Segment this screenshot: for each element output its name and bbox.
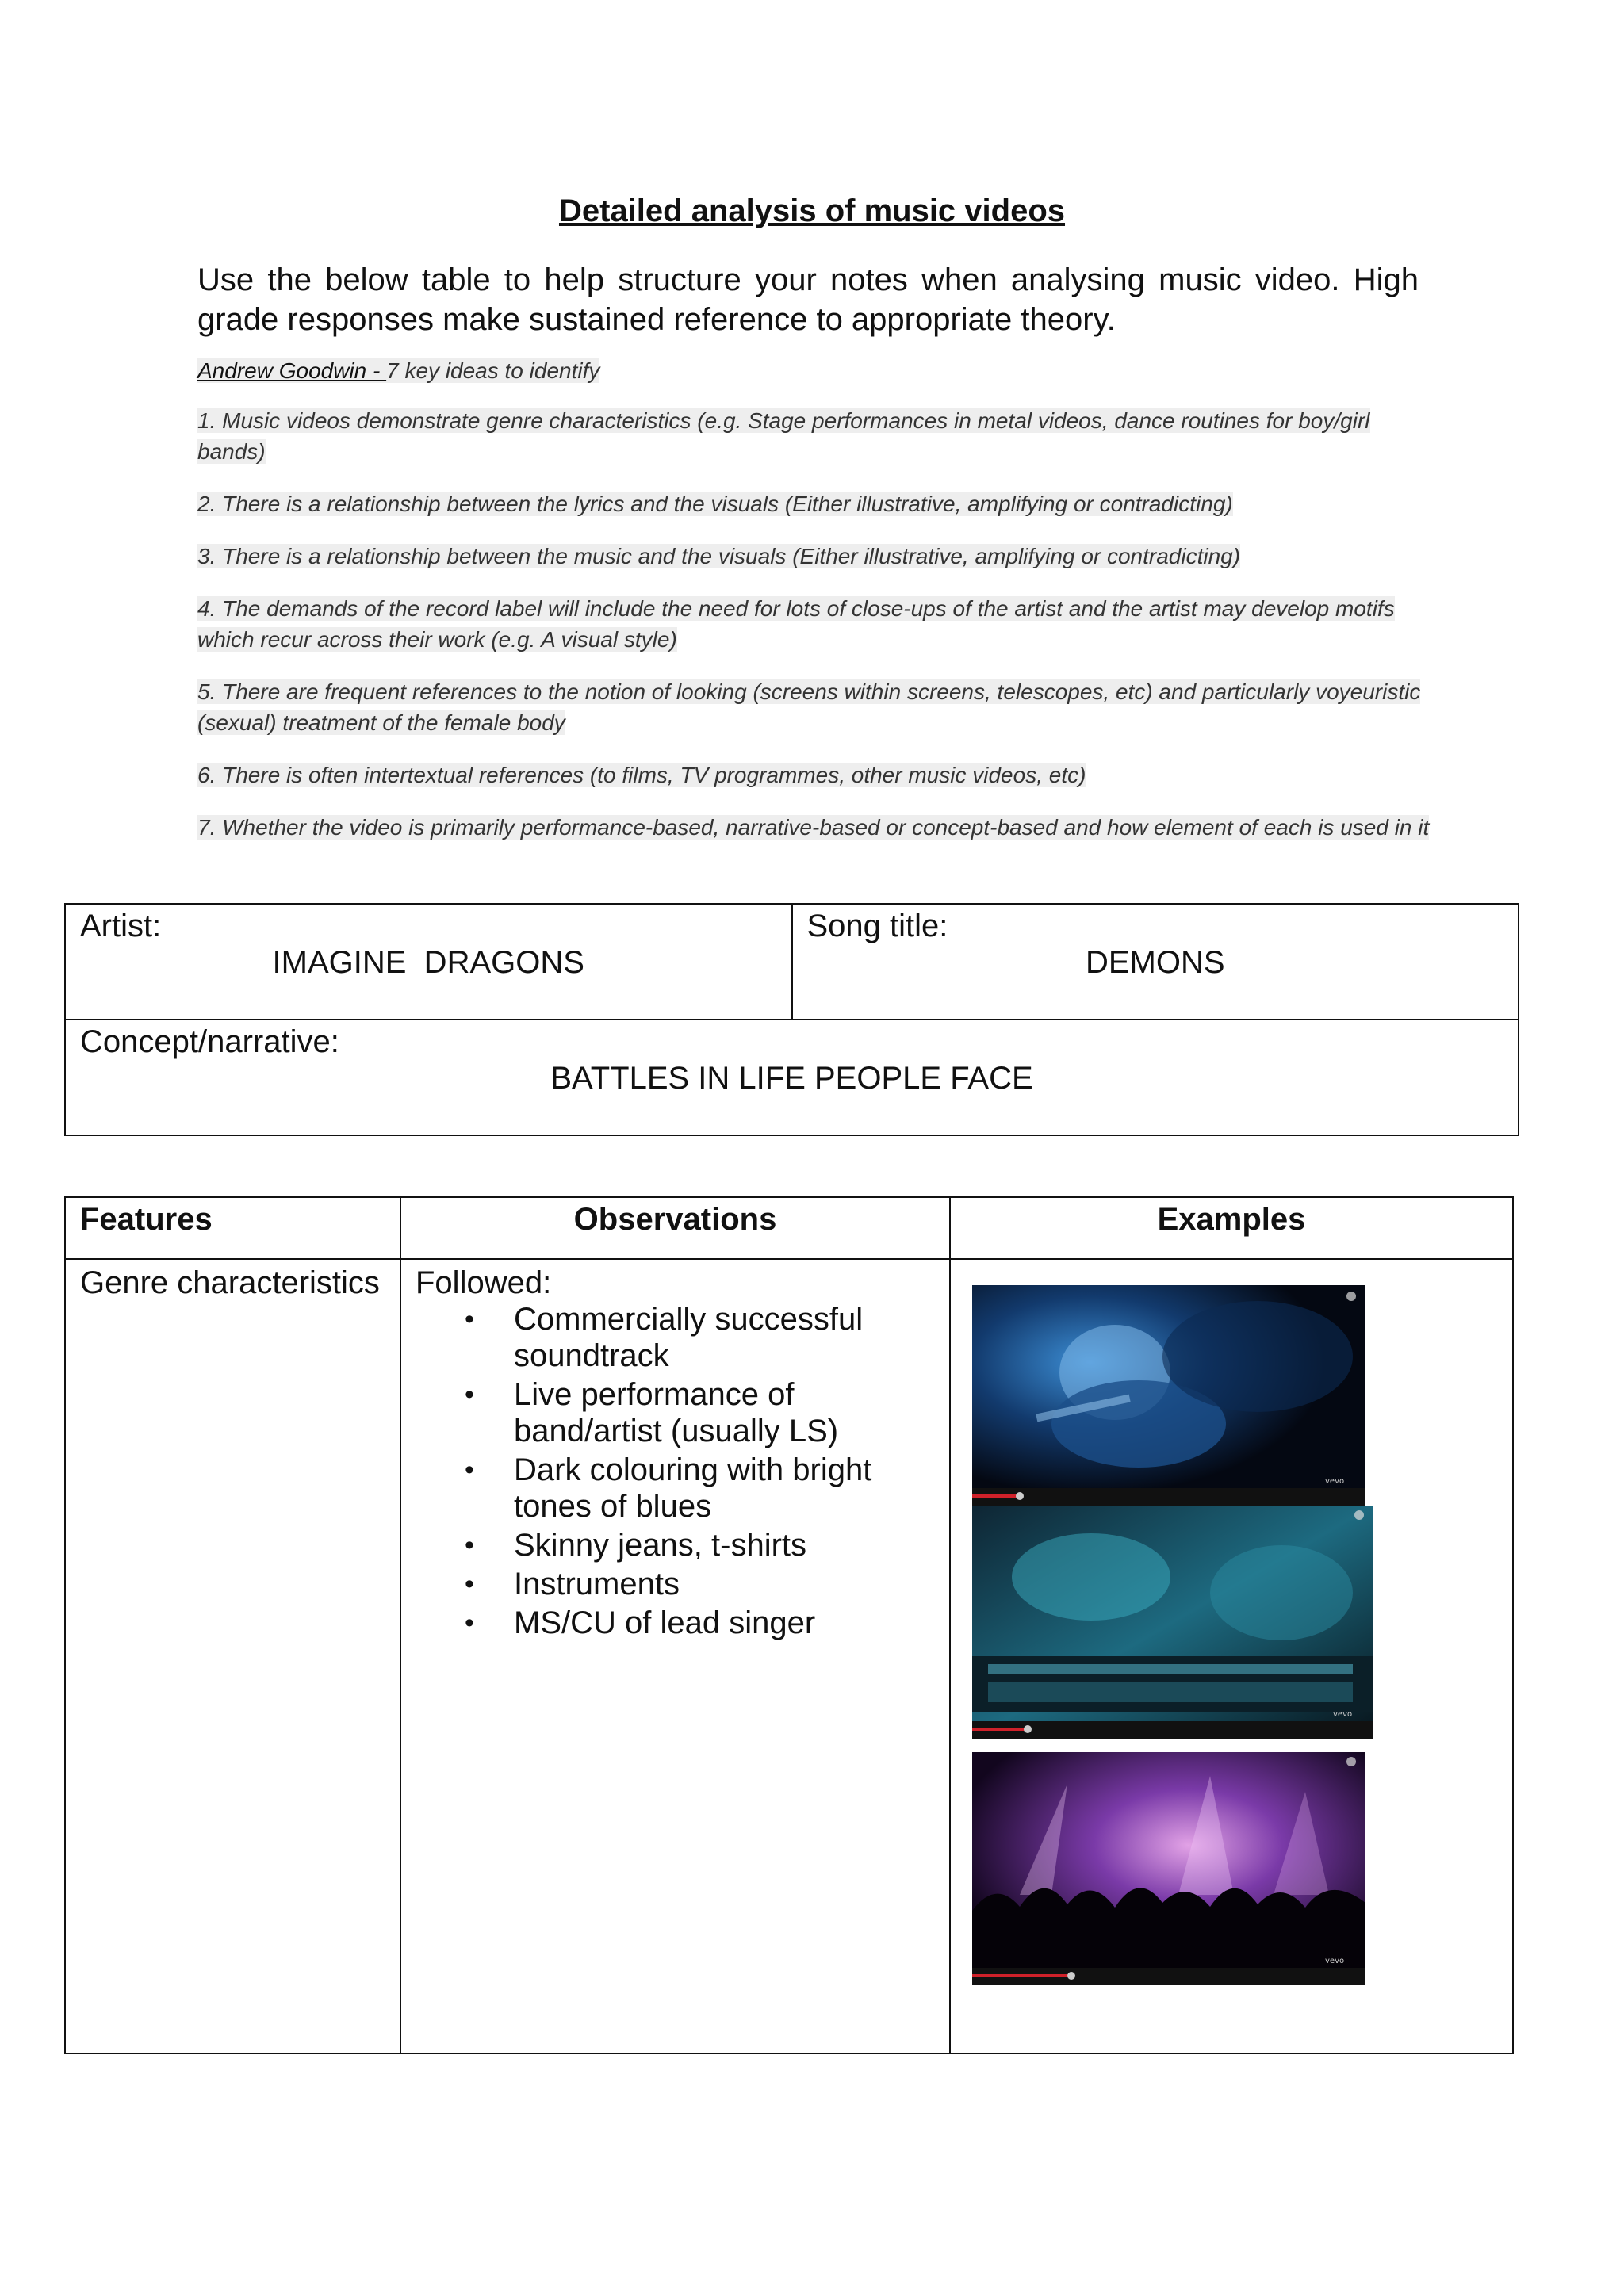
list-item: • Live performance of band/artist (usually LS)	[465, 1377, 839, 1448]
svg-text:vevo: vevo	[1333, 1710, 1353, 1719]
video-still-concert	[972, 1752, 1365, 1985]
theory-heading	[197, 355, 1434, 386]
header-examples: Examples	[950, 1197, 1513, 1259]
list-item: • Instruments	[465, 1567, 680, 1601]
song-title-cell	[792, 904, 1519, 1020]
artist-cell	[65, 904, 792, 1020]
list-item: • Skinny jeans, t-shirts	[465, 1528, 807, 1563]
features-table	[64, 1196, 1514, 2054]
theory-author: Andrew Goodwin -	[197, 358, 387, 383]
theory-idea: 1. Music videos demonstrate genre characteristics (e.g. Stage performances in metal videos, dance routines for boy/girl bands)	[197, 408, 1370, 464]
theory-idea: 6. There is often intertextual references (to films, TV programmes, other music videos, etc)	[197, 763, 1086, 787]
theory-section	[197, 355, 1434, 864]
observations-list	[416, 1301, 935, 1641]
theory-idea: 3. There is a relationship between the music and the visuals (Either illustrative, amplifying or contradicting)	[197, 544, 1241, 568]
song-title-value: DEMONS	[1085, 945, 1225, 980]
list-item: • MS/CU of lead singer	[465, 1605, 816, 1640]
header-observations: Observations	[400, 1197, 950, 1259]
svg-text:vevo: vevo	[1325, 1477, 1345, 1486]
concept-cell	[65, 1020, 1519, 1135]
video-still-singer	[972, 1285, 1365, 1506]
feature-name: Genre characteristics	[65, 1259, 400, 2053]
svg-text:vevo: vevo	[1325, 1957, 1345, 1965]
song-title-label: Song title:	[806, 909, 948, 943]
list-item: • Commercially successful soundtrack	[465, 1302, 864, 1373]
theory-idea: 2. There is a relationship between the lyrics and the visuals (Either illustrative, amplifying or contradicting)	[197, 492, 1233, 516]
intro-paragraph: Use the below table to help structure your notes when analysing music video. High grade responses make sustained reference to appropriate theory.	[197, 262, 1419, 337]
theory-idea: 5. There are frequent references to the notion of looking (screens within screens, telescopes, etc) and particularly voyeuristic (sexual) treatment of the female body	[197, 679, 1421, 735]
table-row	[65, 1259, 1513, 2053]
theory-subtitle: 7 key ideas to identify	[386, 358, 600, 383]
song-info-table	[64, 903, 1519, 1136]
page-title: Detailed analysis of music videos	[558, 193, 1066, 228]
concept-label: Concept/narrative:	[80, 1024, 339, 1059]
observations-cell	[400, 1259, 950, 2053]
theory-idea: 7. Whether the video is primarily performance-based, narrative-based or concept-based and how element of each is used in it	[197, 815, 1430, 840]
artist-label: Artist:	[80, 909, 162, 943]
observations-intro: Followed:	[416, 1265, 552, 1300]
examples-cell	[950, 1259, 1513, 2053]
list-item: • Dark colouring with bright tones of blues	[465, 1452, 872, 1524]
header-features: Features	[65, 1197, 400, 1259]
video-still-keyboard	[972, 1506, 1373, 1739]
artist-value: IMAGINE DRAGONS	[272, 945, 584, 980]
concept-value: BATTLES IN LIFE PEOPLE FACE	[550, 1061, 1033, 1096]
features-header-row	[65, 1197, 1513, 1259]
theory-idea: 4. The demands of the record label will include the need for lots of close-ups of the artist and the artist may develop motifs which recur across their work (e.g. A visual style)	[197, 596, 1395, 652]
